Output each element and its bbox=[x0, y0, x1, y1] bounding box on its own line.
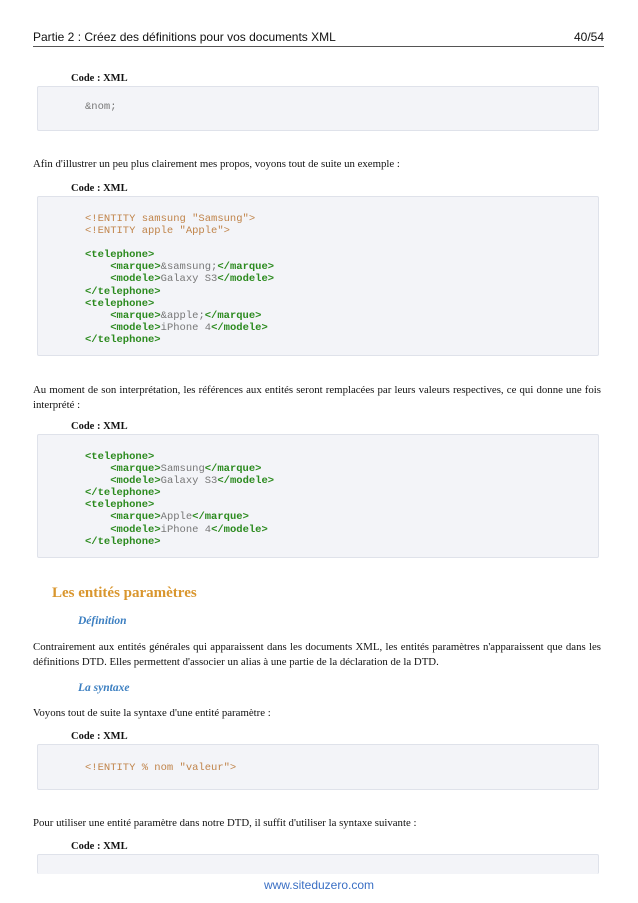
code-text: Samsung bbox=[160, 463, 205, 476]
code-label: Code : XML bbox=[71, 841, 128, 852]
code-tag: <telephone> bbox=[85, 297, 155, 310]
code-tag: </marque> bbox=[217, 261, 275, 274]
subsection-title-syntax: La syntaxe bbox=[78, 682, 130, 694]
header-title: Partie 2 : Créez des définitions pour vos documents XML bbox=[33, 30, 336, 44]
page-number: 40/54 bbox=[573, 30, 604, 44]
code-tag: <marque> bbox=[110, 309, 161, 322]
code-text: &nom; bbox=[85, 101, 117, 113]
code-tag: <modele> bbox=[110, 523, 161, 536]
code-text: &samsung; bbox=[160, 261, 218, 274]
code-lines bbox=[85, 213, 274, 346]
code-line: <!ENTITY apple "Apple"> bbox=[85, 225, 230, 238]
code-text: Galaxy S3 bbox=[160, 475, 218, 488]
footer-link[interactable]: www.siteduzero.com bbox=[263, 878, 375, 892]
code-tag: <marque> bbox=[110, 261, 161, 274]
code-text: Apple bbox=[160, 511, 193, 524]
code-tag: </modele> bbox=[217, 273, 275, 286]
paragraph-definition: Contrairement aux entités générales qui apparaissent dans les documents XML, les entités paramètres n'apparaissent que dans les définitions DTD. Elles permettent d'associer un alias à une partie de la déclaration de la DTD. bbox=[33, 641, 601, 668]
code-tag: <marque> bbox=[110, 463, 161, 476]
code-tag: <modele> bbox=[110, 321, 161, 334]
code-line: <!ENTITY % nom "valeur"> bbox=[85, 762, 237, 774]
code-tag: </marque> bbox=[204, 463, 262, 476]
code-lines bbox=[85, 762, 236, 774]
code-tag: <modele> bbox=[110, 475, 161, 488]
code-label: Code : XML bbox=[71, 731, 128, 742]
code-tag: </modele> bbox=[217, 475, 275, 488]
code-block-4 bbox=[37, 744, 599, 790]
code-block-3 bbox=[37, 434, 599, 558]
paragraph-usage: Pour utiliser une entité paramètre dans notre DTD, il suffit d'utiliser la syntaxe suivante : bbox=[33, 817, 417, 829]
code-tag: </modele> bbox=[211, 523, 268, 536]
code-lines bbox=[85, 451, 274, 548]
code-text: Galaxy S3 bbox=[160, 273, 218, 286]
code-block-1 bbox=[37, 86, 599, 131]
code-tag: </marque> bbox=[192, 511, 249, 524]
code-text: iPhone 4 bbox=[160, 321, 212, 334]
code-tag: <telephone> bbox=[85, 451, 155, 463]
code-tag: <modele> bbox=[110, 273, 161, 286]
code-block-5 bbox=[37, 854, 599, 874]
paragraph-syntax: Voyons tout de suite la syntaxe d'une entité paramètre : bbox=[33, 707, 271, 719]
code-tag: </telephone> bbox=[85, 535, 161, 548]
code-text: iPhone 4 bbox=[160, 523, 212, 536]
code-label: Code : XML bbox=[71, 73, 128, 84]
code-lines bbox=[85, 101, 117, 113]
page-header bbox=[33, 30, 604, 47]
code-tag: </telephone> bbox=[85, 285, 161, 298]
code-block-2 bbox=[37, 196, 599, 356]
code-tag: </marque> bbox=[204, 309, 262, 322]
code-line: <!ENTITY samsung "Samsung"> bbox=[85, 213, 256, 225]
code-tag: <marque> bbox=[110, 511, 161, 524]
code-tag: </telephone> bbox=[85, 333, 161, 346]
code-tag: </modele> bbox=[211, 321, 268, 334]
subsection-title-definition: Définition bbox=[78, 615, 127, 627]
code-label: Code : XML bbox=[71, 183, 128, 194]
code-label: Code : XML bbox=[71, 421, 128, 432]
paragraph-interpretation: Au moment de son interprétation, les références aux entités seront remplacées par leurs valeurs respectives, ce qui donne une fois interprété : bbox=[33, 384, 601, 411]
code-tag: <telephone> bbox=[85, 249, 155, 262]
section-title: Les entités paramètres bbox=[52, 585, 197, 601]
code-text: &apple; bbox=[160, 309, 205, 322]
code-tag: </telephone> bbox=[85, 487, 161, 500]
code-tag: <telephone> bbox=[85, 499, 155, 512]
paragraph-intro-example: Afin d'illustrer un peu plus clairement mes propos, voyons tout de suite un exemple : bbox=[33, 158, 400, 170]
